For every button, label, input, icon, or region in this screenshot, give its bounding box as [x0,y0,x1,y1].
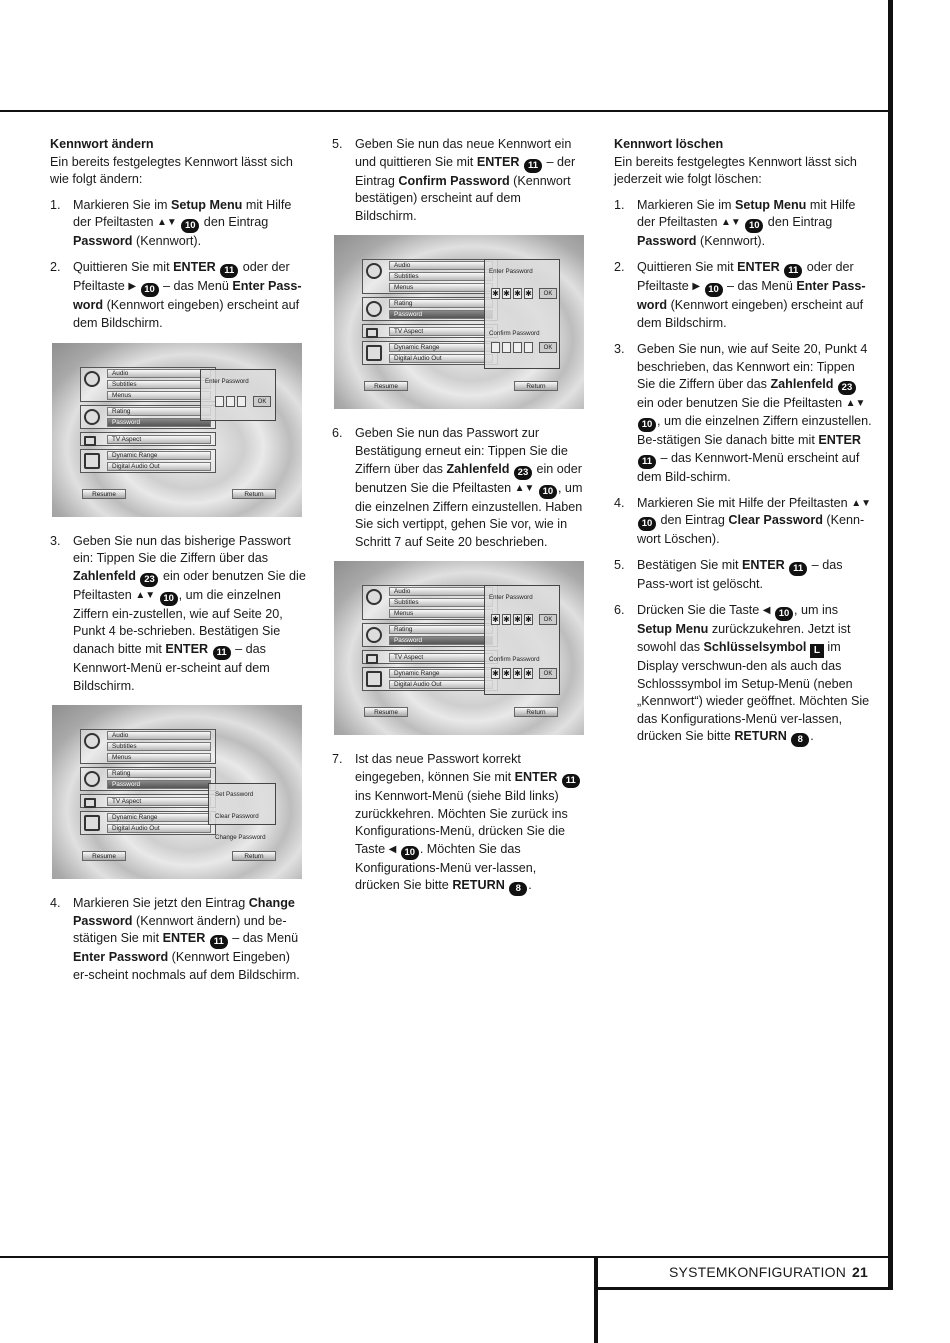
section-intro: Ein bereits festgelegtes Kennwort lässt sich wie folgt ändern: [50,154,293,187]
bold-text: ENTER [742,558,785,573]
menu-row: Rating [389,625,493,634]
menu-group [80,449,216,473]
step-number: 5. [614,558,625,573]
menu-row: Audio [107,369,211,378]
text: mit Hilfe der Pfeiltasten [73,197,292,230]
step-number: 3. [614,342,625,357]
text: Geben Sie nun, wie auf Seite 20, Punkt 4 beschrieben, das Kennwort ein: Tippen Sie die Ziffern über das [637,342,868,392]
text: , um die einzelnen Ziffern einzustellen. Be-stätigen Sie danach bitte mit [637,413,872,447]
menu-group [362,667,498,691]
return-button: Return [232,851,276,861]
text: (Kennwort eingeben) erscheint auf dem Bildschirm. [637,298,864,331]
tv-icon [84,436,96,446]
tv-icon [366,328,378,338]
bold-text: Enter Pass-word [73,279,302,313]
text: den Eintrag [657,513,729,528]
text: Markieren Sie im [73,197,171,212]
step-4 [614,495,872,549]
up-down-arrows-icon: ▲▼ [135,589,156,601]
key-badge: 23 [140,573,158,587]
menu-row: Password [389,310,493,319]
right-arrow-icon: ▶ [692,281,701,293]
password-submenu [208,783,276,842]
setup-menu-panel [362,585,500,697]
return-button: Return [514,381,558,391]
key-badge: 10 [745,219,763,233]
key-badge: 10 [705,283,723,297]
bold-text: Zahlenfeld [446,461,510,476]
text: (Kennwort). [132,234,202,249]
disc-icon [366,589,382,605]
pin-mask: ✱ [492,669,499,679]
menu-group [362,324,498,338]
bold-text: Schlüsselsymbol [703,640,807,654]
column-1 [50,136,308,993]
speaker-icon [84,815,100,831]
bold-text: ENTER [173,260,216,275]
key-badge: 10 [181,219,199,233]
text: (Kenn-wort Löschen). [637,513,865,547]
menu-group [80,811,216,835]
step-3 [50,533,308,696]
menu-row: TV Aspect [107,435,211,444]
tv-icon [84,798,96,808]
menu-row: Menus [107,391,211,400]
step-number: 4. [614,495,625,510]
pin-mask: ✱ [503,669,510,679]
bold-text: ENTER [737,260,780,275]
text: – der Eintrag [355,154,576,188]
text: zurückzukehren. Jetzt ist sowohl das [637,622,851,654]
section-heading: Kennwort löschen [614,137,724,151]
top-rule [0,110,893,112]
key-badge: 10 [539,485,557,499]
step-number: 3. [50,533,61,548]
pin-slot [215,396,224,407]
text: Geben Sie nun das neue Kennwort ein und quittieren Sie mit [355,137,572,169]
step-number: 6. [614,603,625,618]
ok-button: OK [539,668,557,679]
bold-text: Zahlenfeld [770,377,834,392]
key-badge: 10 [141,283,159,297]
pin-mask: ✱ [492,289,499,299]
return-button: Return [514,707,558,717]
right-rule [888,0,893,1290]
password-entry-box [484,585,560,695]
bold-text: ENTER [818,432,861,447]
bold-text: RETURN [452,878,505,893]
menu-group [80,729,216,764]
menu-group [80,767,216,791]
menu-row: Menus [107,753,211,762]
tv-icon [366,654,378,664]
menu-row: Subtitles [389,272,493,281]
bold-text: Password [73,234,133,249]
bold-text: ENTER [165,642,209,657]
steps-list [50,197,308,333]
pin-slot [491,342,500,353]
text: mit Hilfe der Pfeiltasten [637,197,856,230]
menu-row: Audio [389,587,493,596]
step-number: 7. [332,752,343,767]
menu-row: Password [107,780,211,789]
menu-group [362,341,498,365]
menu-row: Audio [107,731,211,740]
key-badge: 23 [514,466,532,480]
menu-row: Dynamic Range [389,343,493,352]
key-symbol-icon: L [810,644,824,658]
pin-slot [226,396,235,407]
step-1 [50,197,308,251]
step-5 [332,136,584,225]
disc-icon [366,263,382,279]
text: (Kennwort ändern) und be-stätigen Sie mit [73,913,287,946]
box-label: Enter Password [205,377,249,385]
text: ein oder benutzen Sie die Pfeiltasten [73,568,306,602]
menu-row: Menus [389,609,493,618]
section-intro: Ein bereits festgelegtes Kennwort lässt sich jederzeit wie folgt löschen: [614,154,857,187]
lock-icon [84,409,100,425]
step-3 [614,341,872,486]
text: Drücken Sie die Taste [637,603,763,618]
ok-button: OK [539,614,557,625]
step-number: 2. [614,260,625,275]
text: Bestätigen Sie mit [637,558,742,573]
key-badge: 23 [838,381,856,395]
pin-mask: ✱ [514,615,521,625]
step-4 [50,895,308,984]
menu-item: Change Password [215,834,266,842]
left-arrow-icon: ◀ [762,605,771,617]
bold-text: Password [637,234,697,249]
text: Quittieren Sie mit [73,260,174,275]
resume-button: Resume [364,707,408,717]
up-down-arrows-icon: ▲▼ [851,497,871,509]
pin-mask: ✱ [514,289,521,299]
bold-text: ENTER [476,154,520,169]
text: (Kennwort Eingeben) er-scheint nochmals auf dem Bildschirm. [73,950,300,982]
bold-text: Enter Password [73,950,169,965]
menu-row: Rating [107,407,211,416]
section-heading: Kennwort ändern [50,137,154,151]
step-2 [614,259,872,332]
bold-text: Confirm Password [398,173,510,188]
setup-menu-panel [80,729,218,841]
bold-text: Setup Menu [170,197,243,212]
pin-mask: ✱ [492,615,499,625]
key-badge: 8 [509,882,527,896]
menu-group [362,650,498,664]
up-down-arrows-icon: ▲▼ [845,398,866,410]
footer-section: SYSTEMKONFIGURATION [669,1264,847,1280]
screenshot-confirm-password-empty [334,235,584,409]
text: , um die einzelnen Ziffern ein-zustellen, wie auf Seite 20, Punkt 4 be-schrieben. Bestätigen Sie danach bitte mit [73,587,283,657]
pin-mask: ✱ [503,615,510,625]
up-down-arrows-icon: ▲▼ [157,217,177,229]
menu-row: Subtitles [107,742,211,751]
text: Geben Sie nun das Passwort zur Bestätigung erneut ein: Tippen Sie die Ziffern über das [355,426,568,476]
key-badge: 10 [160,592,178,606]
text: , um ins [793,603,839,618]
menu-item: Clear Password [215,812,259,820]
screenshot-enter-password [52,343,302,517]
steps-list [332,136,584,225]
setup-menu-panel [80,367,218,479]
text: oder der Pfeiltaste [637,260,854,294]
text: ins Kennwort-Menü (siehe Bild links) zurückkehren. Möchten Sie zurück ins Konfigurations-Menü, drücken Sie die Taste [355,788,568,856]
menu-row: Password [107,418,211,427]
ok-button: OK [539,288,557,299]
key-badge: 11 [213,646,231,660]
box-label: Confirm Password [489,330,540,338]
steps-list [332,751,584,896]
screenshot-confirm-password-filled [334,561,584,735]
bold-text: ENTER [162,931,206,946]
menu-row: TV Aspect [107,797,211,806]
menu-row: Subtitles [389,598,493,607]
text: ein oder benutzen Sie die Pfeiltasten [637,396,846,411]
text: . Möchten Sie das Konfigurations-Menü ver-lassen, drücken Sie bitte [355,841,537,893]
page-number: 21 [852,1264,868,1280]
step-number: 2. [50,260,61,275]
menu-row: Digital Audio Out [107,462,211,471]
text: . [810,729,814,744]
step-number: 4. [50,896,61,911]
steps-list [50,895,308,984]
step-1 [614,197,872,251]
lock-icon [366,627,382,643]
menu-row: Digital Audio Out [389,354,493,363]
step-number: 1. [614,197,625,212]
step-2 [50,259,308,332]
key-badge: 11 [562,774,580,788]
text: den Eintrag [764,215,833,230]
box-label: Confirm Password [489,656,540,664]
steps-list [614,197,872,748]
step-6 [332,425,584,551]
key-badge: 11 [789,562,807,576]
menu-item: Set Password [215,791,254,799]
pin-slot [513,342,522,353]
text: den Eintrag [200,215,269,230]
key-badge: 11 [784,264,802,278]
text: (Kennwort eingeben) erscheint auf dem Bildschirm. [73,298,300,331]
text: – das Pass-wort ist gelöscht. [637,558,843,592]
menu-group [362,623,498,647]
text: Ist das neue Passwort korrekt eingegeben, können Sie mit [355,752,521,784]
menu-row: Dynamic Range [107,813,211,822]
up-down-arrows-icon: ▲▼ [514,482,535,494]
bold-text: Change Password [73,896,295,928]
step-number: 5. [332,137,343,151]
bold-text: Setup Menu [734,197,807,212]
steps-list [332,425,584,551]
bottom-rule [0,1256,893,1258]
text: oder der Pfeiltaste [73,260,290,294]
menu-row: Audio [389,261,493,270]
key-badge: 11 [220,264,238,278]
resume-button: Resume [82,851,126,861]
menu-row: Digital Audio Out [107,824,211,833]
enter-password-box [200,369,276,421]
pin-slot [502,342,511,353]
text: – das Menü [159,279,233,294]
menu-group [80,432,216,446]
pin-slot [524,342,533,353]
text: Markieren Sie jetzt den Eintrag [73,896,249,911]
bold-text: Clear Password [728,513,823,528]
speaker-icon [366,345,382,361]
pin-mask: ✱ [525,615,532,625]
text: Markieren Sie im [637,197,735,212]
menu-group [362,585,498,620]
right-arrow-icon: ▶ [128,281,137,293]
step-number: 1. [50,197,61,212]
pin-mask: ✱ [503,289,510,299]
key-badge: 10 [775,607,793,621]
footer-rule [594,1287,893,1290]
text: Quittieren Sie mit [637,260,738,275]
pin-mask: ✱ [514,669,521,679]
return-button: Return [232,489,276,499]
menu-group [80,794,216,808]
text: Geben Sie nun das bisherige Passwort ein: Tippen Sie die Ziffern über das [73,533,291,566]
key-badge: 11 [210,935,228,949]
ok-button: OK [253,396,271,407]
key-badge: 11 [524,159,542,173]
up-down-arrows-icon: ▲▼ [721,217,741,229]
menu-row: TV Aspect [389,327,493,336]
key-badge: 10 [638,517,656,531]
key-badge: 8 [791,733,809,747]
text: ein oder benutzen Sie die Pfeiltasten [355,461,582,495]
column-3 [614,136,872,756]
text: Markieren Sie mit Hilfe der Pfeiltasten [637,495,852,510]
footer-divider [594,1256,598,1343]
menu-group [80,367,216,402]
text: . [528,878,532,893]
bold-text: Enter Pass-word [637,279,866,313]
box-label: Enter Password [489,268,533,276]
page-footer [600,1264,868,1280]
menu-row: TV Aspect [389,653,493,662]
text: – das Menü [723,279,797,294]
disc-icon [84,371,100,387]
text: (Kennwort bestätigen) erscheint auf dem Bildschirm. [355,173,571,223]
speaker-icon [84,453,100,469]
menu-row: Dynamic Range [107,451,211,460]
text: – das Kennwort-Menü er-scheint auf dem Bildschirm. [73,642,270,693]
menu-row: Password [389,636,493,645]
resume-button: Resume [364,381,408,391]
menu-row: Rating [389,299,493,308]
speaker-icon [366,671,382,687]
key-badge: 10 [401,846,419,860]
text: – das Kennwort-Menü erscheint auf dem Bild-schirm. [637,450,860,484]
column-2 [332,136,584,905]
text: , um die einzelnen Ziffern einzustellen. Haben Sie sich vertippt, gehen Sie vor, wie in Schritt 7 auf Seite 20 beschrieben. [355,480,583,549]
resume-button: Resume [82,489,126,499]
menu-group [80,405,216,429]
setup-menu-panel [362,259,500,371]
menu-group [362,297,498,321]
step-6 [614,602,872,747]
bold-text: ENTER [514,769,558,784]
bold-text: RETURN [734,729,787,744]
lock-icon [366,301,382,317]
screenshot-password-menu [52,705,302,879]
step-5 [614,557,872,594]
pin-mask: ✱ [525,289,532,299]
menu-row: Subtitles [107,380,211,389]
password-entry-box [484,259,560,369]
menu-row: Digital Audio Out [389,680,493,689]
step-number: 6. [332,426,343,441]
menu-row: Menus [389,283,493,292]
pin-slot [237,396,246,407]
steps-list [50,533,308,696]
bold-text: Setup Menu [637,622,709,637]
box-label: Enter Password [489,594,533,602]
key-badge: 11 [638,455,656,469]
text: – das Menü [228,931,299,946]
left-arrow-icon: ◀ [388,843,397,855]
disc-icon [84,733,100,749]
ok-button: OK [539,342,557,353]
lock-icon [84,771,100,787]
bold-text: Zahlenfeld [73,568,136,583]
key-badge: 10 [638,418,656,432]
pin-mask: ✱ [525,669,532,679]
step-7 [332,751,584,896]
menu-row: Rating [107,769,211,778]
text: im Display verschwun-den als auch das Schlosssymbol im Setup-Menü (neben „Kennwort“) wieder geöffnet. Möchten Sie das Konfigurations-Menü ver-lassen, drücken Sie bitte [637,640,870,744]
menu-row: Dynamic Range [389,669,493,678]
menu-group [362,259,498,294]
text: (Kennwort). [696,234,766,249]
